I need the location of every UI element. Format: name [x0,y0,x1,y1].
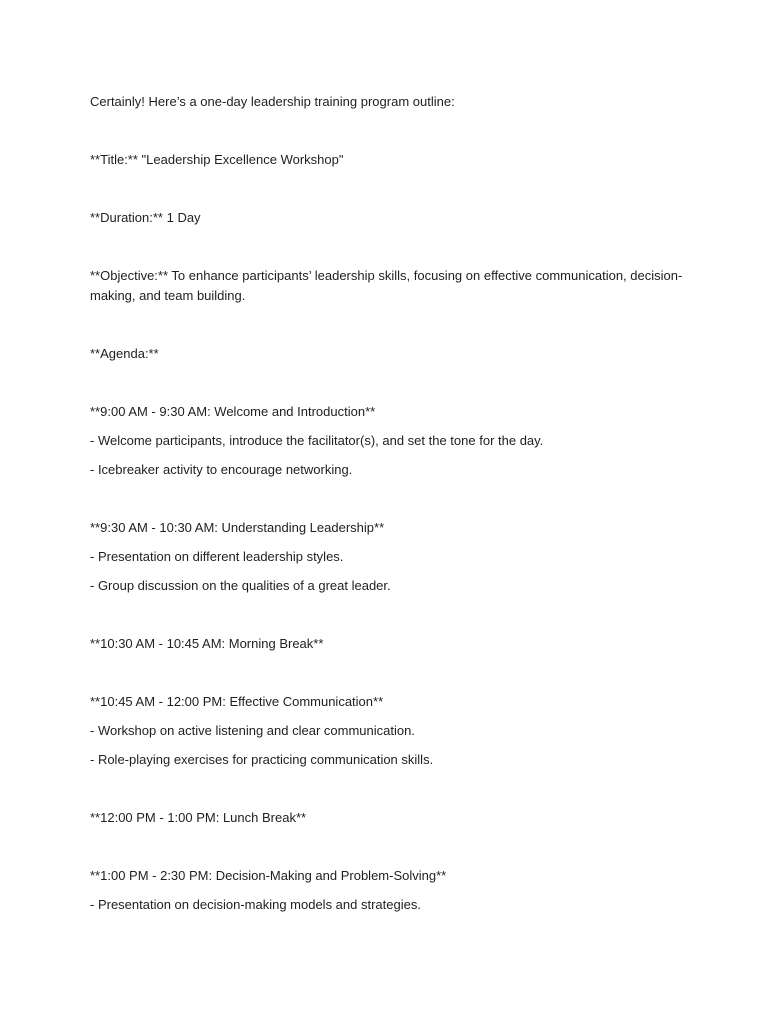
session-bullet: - Welcome participants, introduce the facilitator(s), and set the tone for the day. [90,433,544,448]
session-heading: **9:00 AM - 9:30 AM: Welcome and Introduction** [90,404,376,419]
session-bullet: - Icebreaker activity to encourage networking. [90,462,353,477]
agenda-heading: **Agenda:** [90,346,159,361]
document-body [90,92,690,915]
intro-text: Certainly! Here’s a one-day leadership training program outline: [90,94,455,109]
session-heading: **10:45 AM - 12:00 PM: Effective Communication** [90,694,384,709]
duration-line: **Duration:** 1 Day [90,210,201,225]
session-bullet: - Presentation on decision-making models and strategies. [90,897,421,912]
title-line: **Title:** "Leadership Excellence Workshop" [90,152,344,167]
session-heading: **10:30 AM - 10:45 AM: Morning Break** [90,636,324,651]
session-bullet: - Role-playing exercises for practicing communication skills. [90,752,434,767]
session-heading: **1:00 PM - 2:30 PM: Decision-Making and Problem-Solving** [90,868,447,883]
session-heading: **12:00 PM - 1:00 PM: Lunch Break** [90,810,307,825]
session-bullet: - Workshop on active listening and clear communication. [90,723,415,738]
objective-line: **Objective:** To enhance participants’ leadership skills, focusing on effective communication, decision-making, and team building. [90,268,683,303]
session-heading: **9:30 AM - 10:30 AM: Understanding Leadership** [90,520,385,535]
session-bullet: - Group discussion on the qualities of a great leader. [90,578,391,593]
session-bullet: - Presentation on different leadership styles. [90,549,344,564]
